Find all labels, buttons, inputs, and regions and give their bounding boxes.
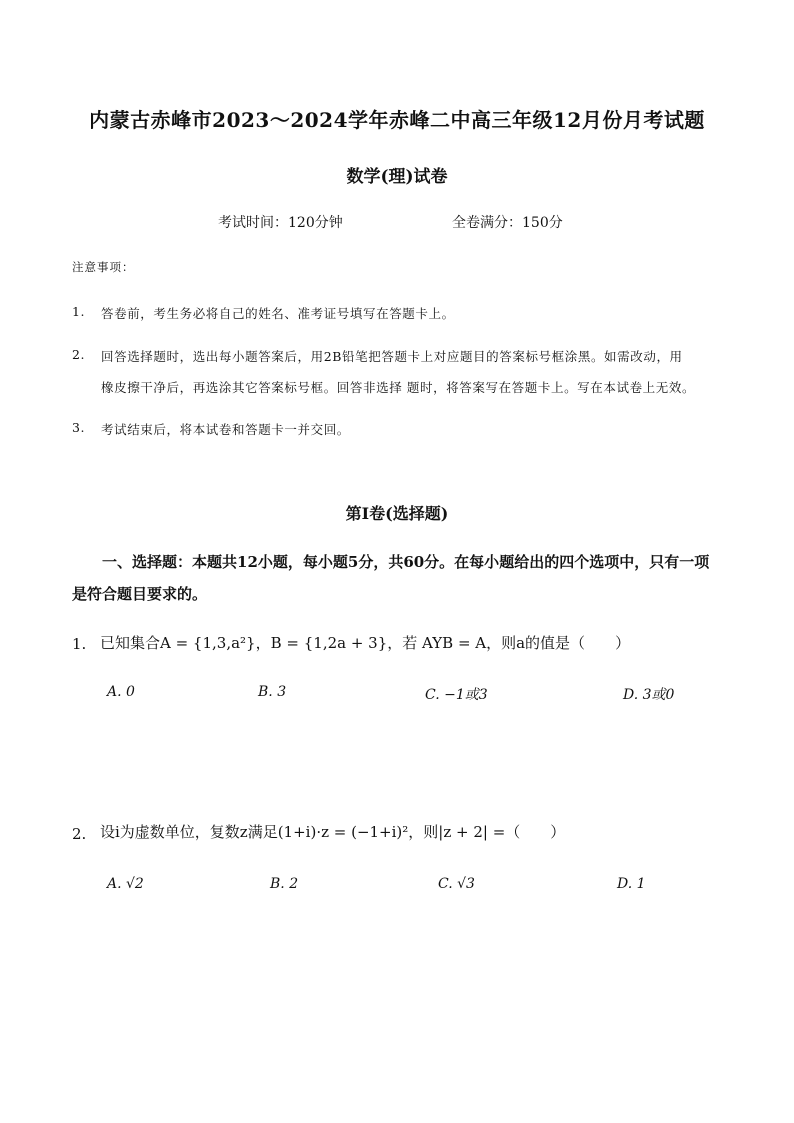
notice-item-number: 1. — [72, 304, 86, 319]
question-number: 1. — [72, 635, 87, 653]
option-a: A. 0 — [107, 684, 135, 700]
notice-item-number: 3. — [72, 420, 86, 435]
notice-item-text: 答卷前，考生务必将自己的姓名、准考证号填写在答题卡上。 — [101, 306, 455, 321]
question-stem: 已知集合A = {1,3,a²}，B = {1,2a + 3}，若 AYB = A，则a的值是（ ） — [100, 634, 631, 652]
option-d: D. 1 — [617, 876, 646, 892]
option-c: C. −1或3 — [425, 687, 488, 703]
notice-item-text: 回答选择题时，选出每小题答案后，用2B铅笔把答题卡上对应题目的答案标号框涂黑。如需改动，用 — [101, 349, 683, 364]
option-a: A. √2 — [107, 876, 144, 892]
notice-item-number: 2. — [72, 347, 86, 362]
notice-item-text: 考试结束后，将本试卷和答题卡一并交回。 — [101, 422, 350, 437]
question-stem: 设i为虚数单位，复数z满足(1+i)·z = (−1+i)²，则|z + 2| =（ ） — [100, 823, 566, 841]
option-b: B. 2 — [270, 876, 299, 892]
option-b: B. 3 — [258, 684, 287, 700]
section-instruction: 一、选择题：本题共12小题，每小题5分，共60分。在每小题给出的四个选项中，只有一项是符合题目要求的。 — [72, 553, 710, 603]
exam-time: 考试时间：120分钟 — [218, 215, 343, 231]
section-title: 第Ⅰ卷(选择题) — [345, 504, 449, 523]
notice-item-text: 橡皮擦干净后，再选涂其它答案标号框。回答非选择 题时，将答案写在答题卡上。写在本试卷上无效。 — [101, 380, 696, 395]
option-c: C. √3 — [438, 876, 475, 892]
exam-subtitle: 数学(理)试卷 — [346, 167, 448, 187]
notice-heading: 注意事项： — [72, 260, 135, 274]
question-number: 2. — [72, 825, 87, 843]
option-d: D. 3或0 — [623, 687, 675, 703]
full-score: 全卷满分：150分 — [452, 215, 563, 231]
exam-title: 内蒙古赤峰市2023～2024学年赤峰二中高三年级12月份月考试题 — [89, 108, 705, 132]
